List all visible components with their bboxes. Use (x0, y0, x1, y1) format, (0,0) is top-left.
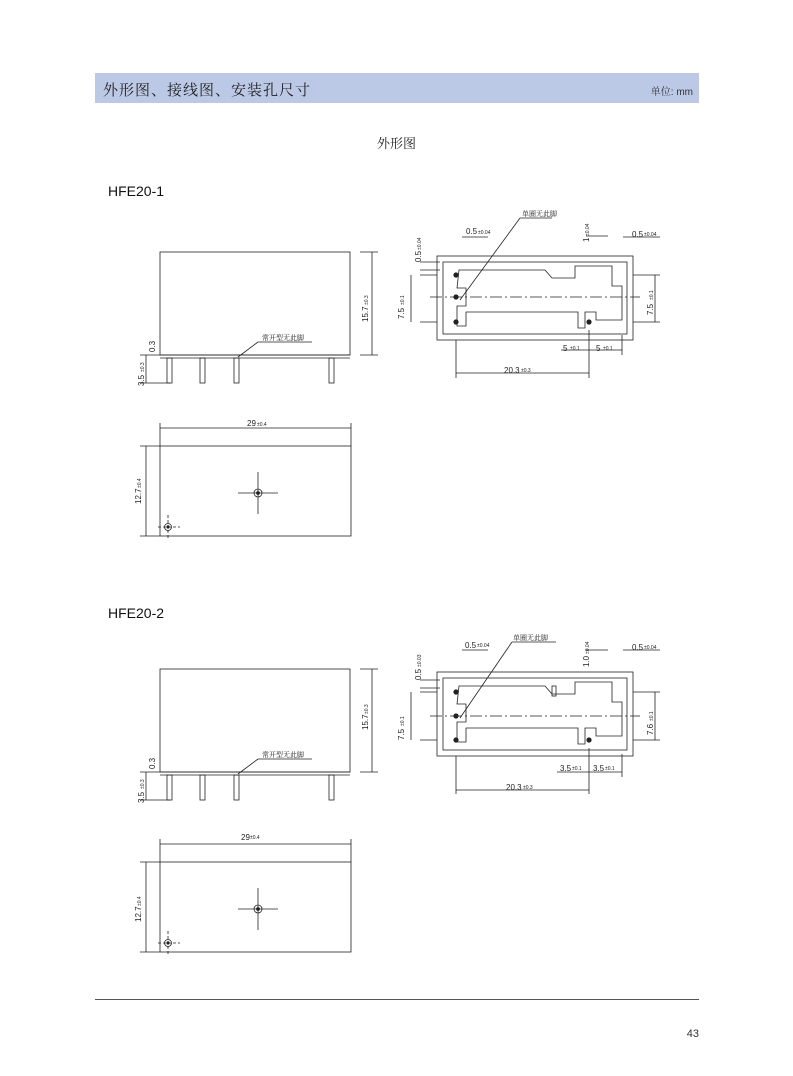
m2-span: 20.3 (506, 783, 522, 792)
m1-pin-t: 0.5 (414, 250, 423, 262)
m1-depth-tol: ±0.4 (137, 478, 143, 488)
m1-height-tol: ±0.3 (364, 295, 370, 305)
m1-height-label: 15.7 (361, 306, 370, 322)
m1-width-tol: ±0.4 (257, 422, 267, 428)
m2-pin-t2-tol: ±0.04 (585, 641, 591, 654)
unit-label: 单位: mm (650, 87, 693, 98)
m1-row-left-tol: ±0.1 (400, 295, 406, 305)
model-1-top-view (134, 419, 351, 540)
m1-pitch1-tol: ±0.1 (570, 346, 580, 352)
m2-pitch1: 3.5 (560, 764, 572, 773)
m2-pin-t2: 1.0 (582, 655, 591, 667)
m2-depth-tol: ±0.4 (137, 896, 143, 906)
m1-pitch2: 5 (596, 344, 601, 353)
m1-gap-label: 0.3 (148, 340, 157, 352)
m2-width-tol: ±0.4 (250, 835, 260, 841)
m2-pitch1-tol: ±0.1 (572, 766, 582, 772)
model-1-side-view (137, 252, 378, 386)
model-2-title: HFE20-2 (108, 605, 165, 621)
m2-pitch2: 3.5 (593, 764, 605, 773)
m2-gap-label: 0.3 (148, 757, 157, 769)
model-2-top-view (134, 833, 351, 956)
page-number: 43 (686, 1028, 699, 1040)
m1-pin-t2: 1 (582, 237, 591, 242)
model-2-side-view (137, 669, 378, 803)
m2-row-right-tol: ±0.1 (649, 711, 655, 721)
m1-width-label: 29 (247, 419, 256, 428)
m2-row-right: 7.6 (646, 723, 655, 735)
m2-row-left-tol: ±0.1 (400, 716, 406, 726)
m2-pin-len-tol: ±0.3 (140, 779, 146, 789)
m1-pcb-note: 单圈无此脚 (522, 210, 557, 218)
m1-pin-t-tol: ±0.04 (417, 237, 423, 250)
m1-pin-w-tol: ±0.04 (478, 230, 491, 236)
m2-pin-w: 0.5 (465, 641, 477, 650)
model-2-pcb-layout (397, 633, 660, 794)
m2-row-left: 7.5 (397, 728, 406, 740)
m2-height-label: 15.7 (361, 714, 370, 730)
m1-pin-w2: 0.5 (632, 230, 644, 239)
m1-row-right-tol: ±0.1 (649, 290, 655, 300)
m1-row-right: 7.5 (646, 303, 655, 315)
m2-pitch2-tol: ±0.1 (605, 766, 615, 772)
m1-pin-len-tol: ±0.3 (140, 362, 146, 372)
m1-depth-label: 12.7 (134, 488, 143, 504)
m1-pin-t2-tol: ±0.04 (585, 223, 591, 236)
m1-span: 20.3 (504, 366, 520, 375)
m1-pin-w2-tol: ±0.04 (644, 232, 657, 238)
m2-height-tol: ±0.3 (364, 704, 370, 714)
m2-pin-w2: 0.5 (632, 643, 644, 652)
m1-pin-w: 0.5 (466, 227, 478, 236)
m2-pin-t-tol: ±0.03 (417, 654, 423, 667)
m2-span-tol: ±0.3 (523, 785, 533, 791)
m2-depth-label: 12.7 (134, 906, 143, 922)
m2-pin-t: 0.5 (414, 668, 423, 680)
m1-side-note: 常开型无此脚 (262, 334, 304, 342)
m1-span-tol: ±0.3 (521, 368, 531, 374)
section-title: 外形图 (376, 137, 416, 152)
m2-pcb-note: 单圈无此脚 (513, 634, 548, 642)
page-title: 外形图、接线图、安装孔尺寸 (103, 81, 312, 99)
m2-side-note: 常开型无此脚 (262, 751, 304, 759)
m2-pin-w2-tol: ±0.04 (644, 645, 657, 651)
m2-width-label: 29 (241, 833, 250, 842)
m2-pin-w-tol: ±0.04 (477, 643, 490, 649)
model-1-pcb-layout (397, 209, 660, 378)
model-1-title: HFE20-1 (108, 183, 165, 199)
m1-pin-len-label: 3.5 (137, 374, 146, 386)
m1-pitch2-tol: ±0.1 (603, 346, 613, 352)
m1-row-left: 7.5 (397, 307, 406, 319)
m1-pitch1: 5 (563, 344, 568, 353)
footer-rule (95, 999, 699, 1000)
m2-pin-len-label: 3.5 (137, 791, 146, 803)
